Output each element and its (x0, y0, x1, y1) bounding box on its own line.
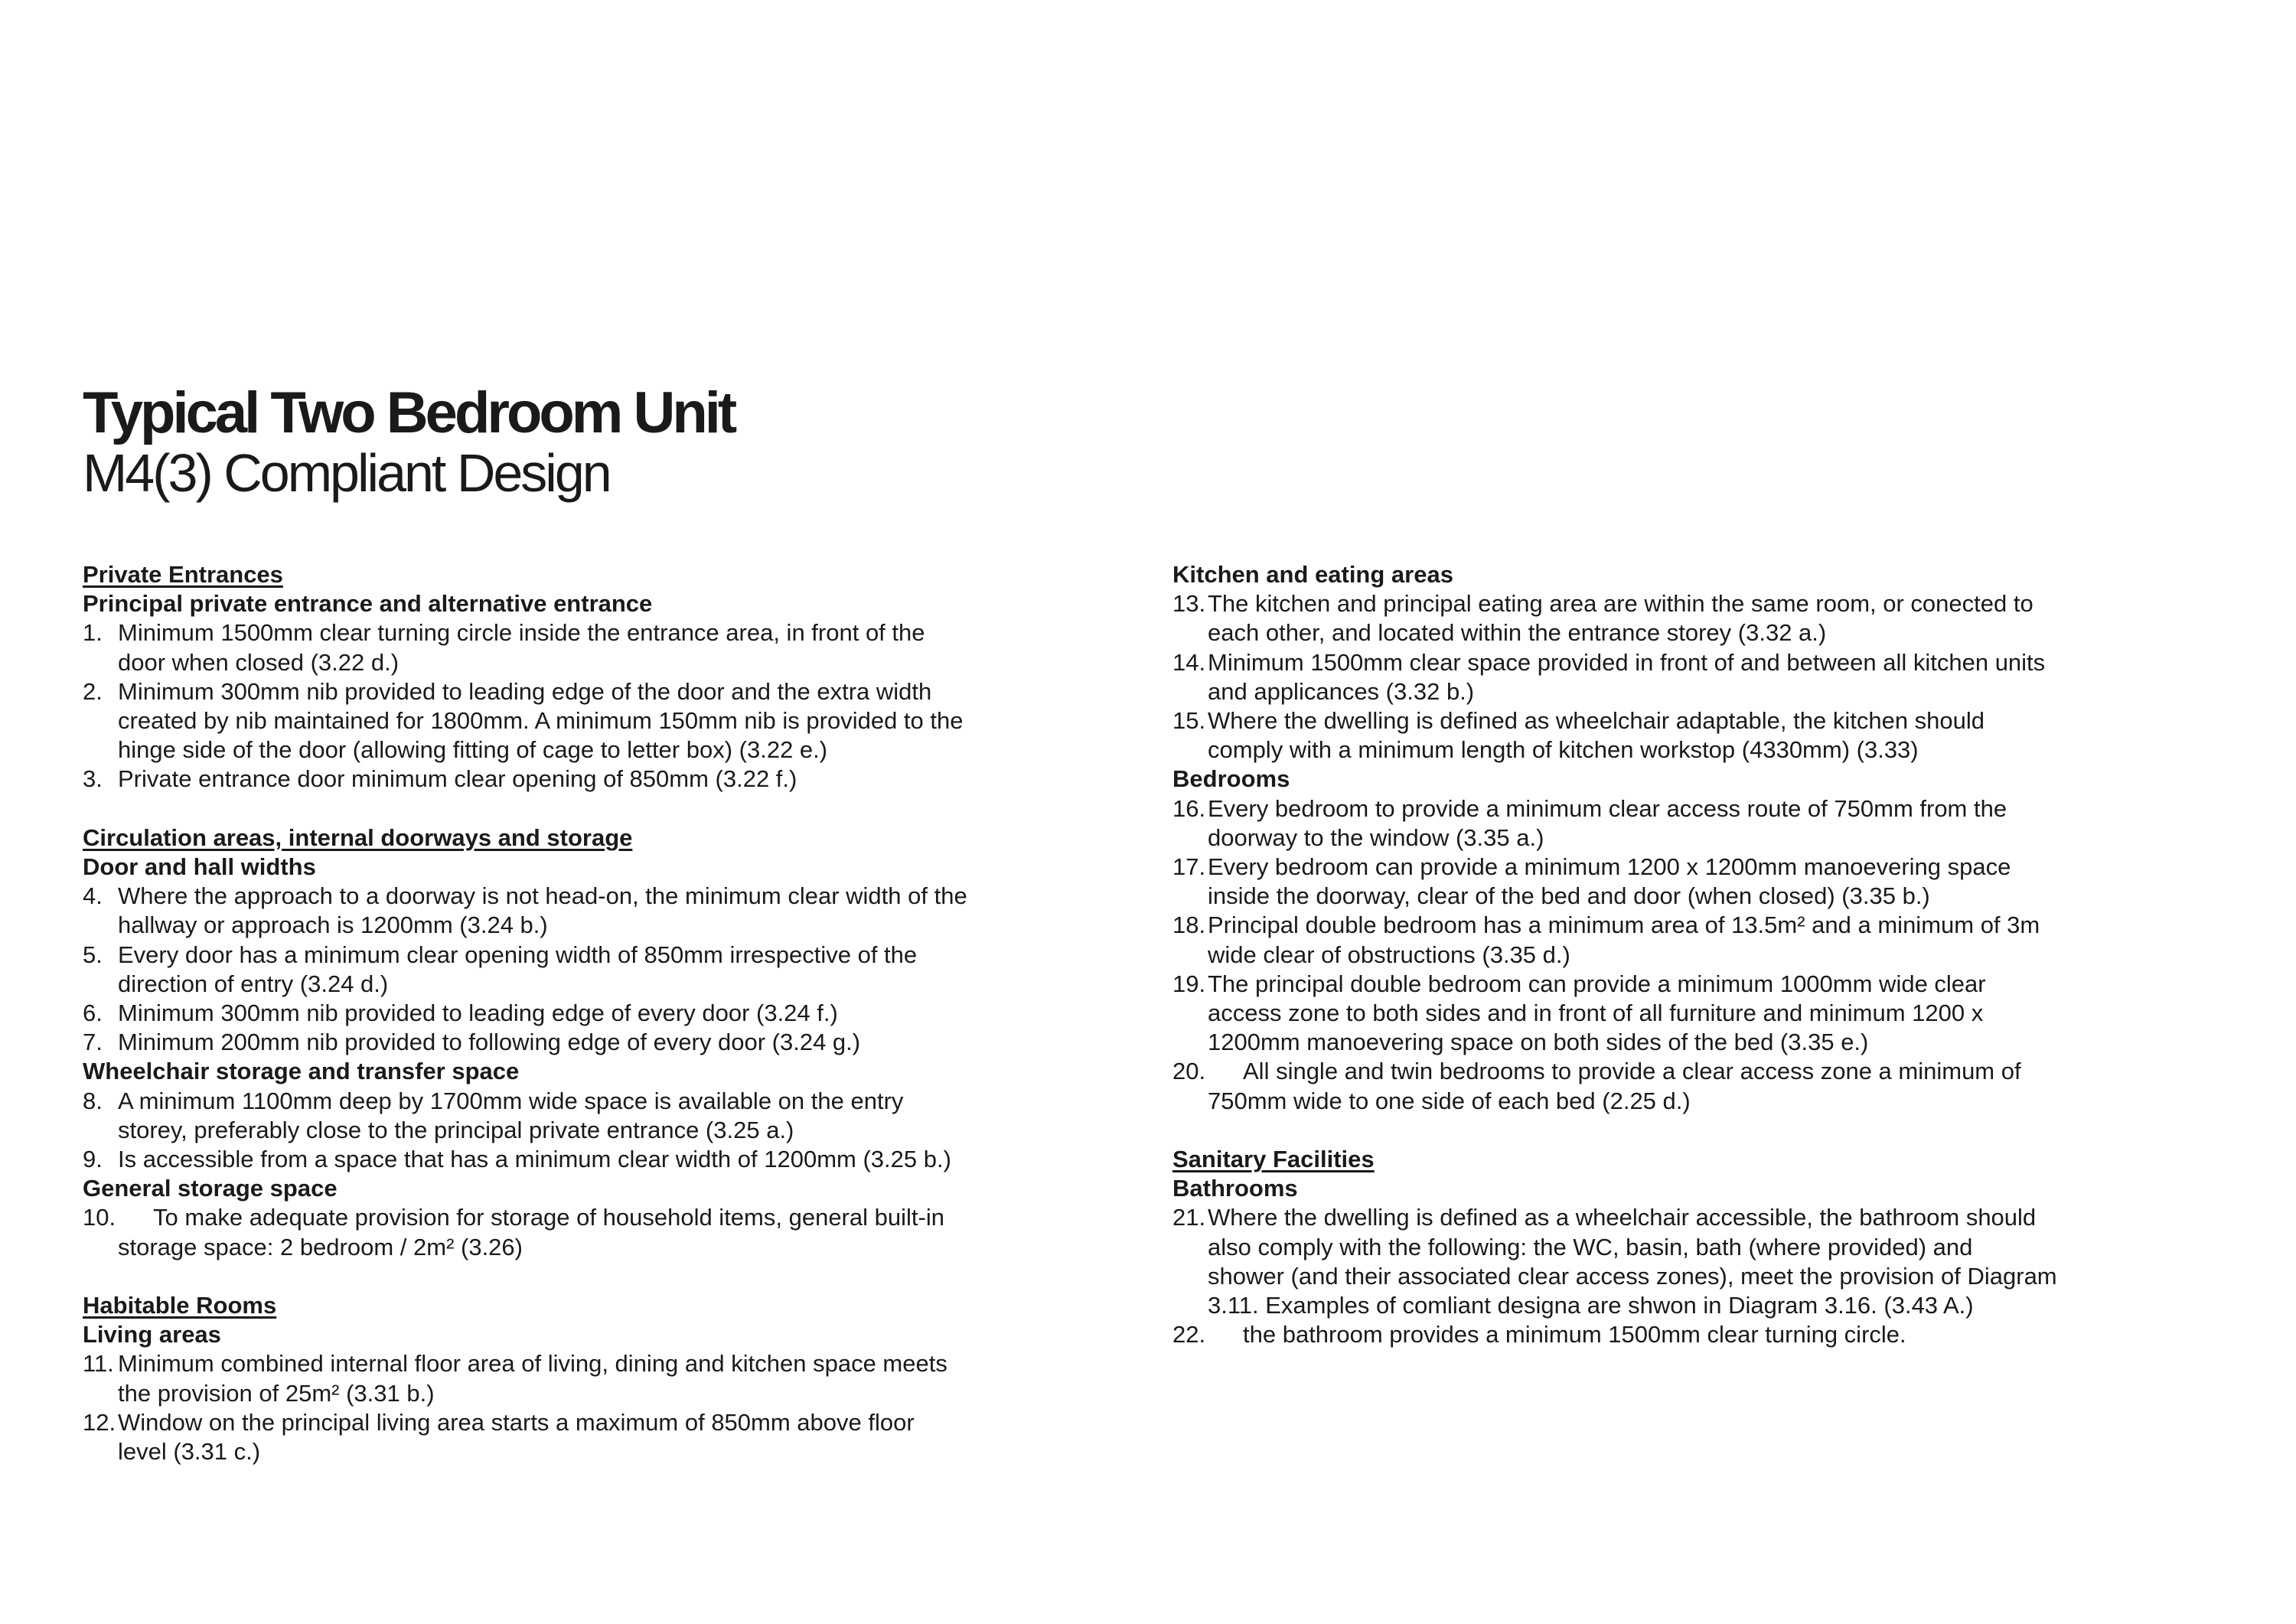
list-item-number: 22. (1172, 1321, 1206, 1348)
list-item-text (1208, 1203, 2114, 1320)
list-item-text (1208, 706, 2114, 765)
list-item (83, 882, 1024, 940)
list-item (1172, 648, 2114, 706)
page-title: Typical Two Bedroom Unit (83, 380, 735, 445)
list-item-number: 20. (1172, 1058, 1206, 1085)
list-item-number: 15. (1172, 707, 1206, 735)
list-item-line: To make adequate provision for storage of household items, general built-in (153, 1204, 944, 1231)
list-item-text (118, 1087, 1024, 1145)
list-item-line: Minimum 300mm nib provided to leading edge of the door and the extra width (118, 677, 932, 705)
list-item-line: hinge side of the door (allowing fitting of cage to letter box) (3.22 e.) (118, 736, 828, 764)
subheading-living-areas: Living areas (83, 1321, 221, 1348)
list-item-text (118, 999, 1024, 1028)
list-item-line: hallway or approach is 1200mm (3.24 b.) (118, 911, 548, 939)
list-item-number: 12. (83, 1408, 116, 1436)
list-item (83, 941, 1024, 999)
list-item-line: storey, preferably close to the principal private entrance (3.25 a.) (118, 1116, 794, 1143)
list-item (1172, 794, 2114, 853)
list-item-number: 21. (1172, 1204, 1206, 1231)
list-item (83, 677, 1024, 765)
list-item-text (1208, 970, 2114, 1058)
list-item (1172, 970, 2114, 1058)
list-item-line: Minimum combined internal floor area of living, dining and kitchen space meets (118, 1350, 947, 1378)
list-item (1172, 706, 2114, 765)
list-item-number: 6. (83, 1000, 103, 1027)
list-item-line: direction of entry (3.24 d.) (118, 970, 389, 997)
list-item (83, 765, 1024, 794)
list-item-line: Private entrance door minimum clear opening of 850mm (3.22 f.) (118, 765, 797, 793)
list-item-line: Window on the principal living area starts a maximum of 850mm above floor (118, 1408, 915, 1436)
list-item-line: doorway to the window (3.35 a.) (1208, 823, 1544, 851)
list-item-number: 17. (1172, 853, 1206, 881)
list-item-line: shower (and their associated clear access zones), meet the provision of Diagram (1208, 1262, 2057, 1290)
list-item-text (118, 1028, 1024, 1057)
subheading-general-storage: General storage space (83, 1175, 338, 1202)
list-item-line: 1200mm manoevering space on both sides of the bed (3.35 e.) (1208, 1029, 1869, 1056)
list-item-line: also comply with the following: the WC, basin, bath (where provided) and (1208, 1233, 1973, 1260)
list-item-number: 13. (1172, 590, 1206, 618)
list-item-line: created by nib maintained for 1800mm. A minimum 150mm nib is provided to the (118, 707, 964, 735)
section-heading-sanitary-facilities: Sanitary Facilities (1172, 1146, 1375, 1173)
list-item-line: door when closed (3.22 d.) (118, 648, 400, 676)
list-item-line: Every door has a minimum clear opening width of 850mm irrespective of the (118, 941, 918, 968)
list-item-line: inside the doorway, clear of the bed and door (when closed) (3.35 b.) (1208, 882, 1930, 910)
list-item-number: 10. (83, 1204, 116, 1231)
list-item-line: storage space: 2 bedroom / 2m² (3.26) (118, 1233, 523, 1260)
list-item-text (118, 765, 1024, 794)
list-item-number: 18. (1172, 911, 1206, 939)
list-item-number: 5. (83, 941, 103, 968)
section-heading-habitable-rooms: Habitable Rooms (83, 1292, 277, 1319)
list-private-entrances (83, 618, 1024, 794)
list-item-line: Every bedroom to provide a minimum clear access route of 750mm from the (1208, 794, 2007, 822)
list-item (1172, 1320, 2114, 1349)
list-item (1172, 911, 2114, 969)
page-subtitle: M4(3) Compliant Design (83, 443, 610, 503)
list-item-line: 750mm wide to one side of each bed (2.25 d.) (1208, 1087, 1691, 1114)
list-item-number: 2. (83, 677, 103, 705)
list-item-number: 19. (1172, 970, 1206, 997)
list-item-line: The kitchen and principal eating area are within the same room, or conected to (1208, 590, 2033, 618)
list-door-hall-widths (83, 882, 1024, 1057)
list-item-line: 3.11. Examples of comliant designa are shwon in Diagram 3.16. (3.43 A.) (1208, 1292, 1974, 1319)
list-bathrooms (1172, 1203, 2114, 1349)
list-item-line: Minimum 1500mm clear turning circle inside the entrance area, in front of the (118, 619, 925, 647)
list-living-areas (83, 1349, 1024, 1466)
list-wheelchair-storage (83, 1087, 1024, 1175)
subheading-kitchen-eating: Kitchen and eating areas (1172, 561, 1453, 588)
list-item (83, 1203, 1024, 1261)
list-item-line: Where the dwelling is defined as wheelchair adaptable, the kitchen should (1208, 707, 1985, 735)
list-item-number: 4. (83, 882, 103, 910)
list-item-text (1208, 1057, 2114, 1115)
list-item-number: 14. (1172, 648, 1206, 676)
list-item-line: Minimum 200mm nib provided to following edge of every door (3.24 g.) (118, 1029, 861, 1056)
list-item (1172, 1203, 2114, 1320)
list-item (1172, 589, 2114, 647)
section-heading-private-entrances: Private Entrances (83, 561, 283, 588)
list-item-text (118, 1408, 1024, 1466)
list-item-line: The principal double bedroom can provide a minimum 1000mm wide clear (1208, 970, 1986, 997)
list-item (83, 1349, 1024, 1407)
subheading-principal-entrance: Principal private entrance and alternative entrance (83, 590, 653, 618)
list-item-line: the bathroom provides a minimum 1500mm clear turning circle. (1243, 1321, 1906, 1348)
list-item-text (118, 1145, 1024, 1174)
title-block (83, 380, 735, 503)
list-item-number: 3. (83, 765, 103, 793)
right-column (1172, 560, 2114, 1349)
list-item-text (118, 618, 1024, 677)
list-kitchen-eating (1172, 589, 2114, 765)
list-item-number: 7. (83, 1029, 103, 1056)
section-heading-circulation: Circulation areas, internal doorways and storage (83, 823, 633, 851)
list-item-line: level (3.31 c.) (118, 1438, 261, 1466)
list-item-text (1208, 648, 2114, 706)
list-item (1172, 1057, 2114, 1115)
list-item-line: Is accessible from a space that has a minimum clear width of 1200mm (3.25 b.) (118, 1146, 951, 1173)
list-item (83, 1408, 1024, 1466)
list-item-line: comply with a minimum length of kitchen workstop (4330mm) (3.33) (1208, 736, 1919, 764)
list-item-text (1208, 589, 2114, 647)
subheading-bathrooms: Bathrooms (1172, 1175, 1298, 1202)
list-item-line: Principal double bedroom has a minimum area of 13.5m² and a minimum of 3m (1208, 911, 2040, 939)
list-item-number: 11. (83, 1350, 114, 1378)
subheading-door-hall-widths: Door and hall widths (83, 853, 316, 881)
list-item-number: 16. (1172, 794, 1206, 822)
subheading-wheelchair-storage: Wheelchair storage and transfer space (83, 1058, 520, 1085)
list-item-line: Where the approach to a doorway is not head-on, the minimum clear width of the (118, 882, 967, 910)
list-item-line: Minimum 1500mm clear space provided in front of and between all kitchen units (1208, 648, 2046, 676)
list-item (1172, 853, 2114, 911)
list-item-line: wide clear of obstructions (3.35 d.) (1208, 941, 1570, 968)
list-item-text (1208, 794, 2114, 853)
list-item-line: each other, and located within the entrance storey (3.32 a.) (1208, 619, 1827, 647)
list-bedrooms (1172, 794, 2114, 1116)
list-item-text (118, 677, 1024, 765)
list-item (83, 1087, 1024, 1145)
list-item-text (1243, 1320, 2114, 1349)
subheading-bedrooms: Bedrooms (1172, 765, 1290, 793)
list-item-text (1208, 911, 2114, 969)
left-column (83, 560, 1024, 1466)
list-item-text (118, 1349, 1024, 1407)
list-item (83, 999, 1024, 1028)
list-general-storage (83, 1203, 1024, 1261)
list-item (83, 1028, 1024, 1057)
list-item-line: All single and twin bedrooms to provide a clear access zone a minimum of (1243, 1058, 2021, 1085)
list-item-number: 9. (83, 1146, 103, 1173)
list-item-text (118, 1203, 1024, 1261)
list-item-text (1208, 853, 2114, 911)
list-item-text (118, 941, 1024, 999)
list-item (83, 1145, 1024, 1174)
list-item-number: 8. (83, 1087, 103, 1114)
list-item-line: A minimum 1100mm deep by 1700mm wide space is available on the entry (118, 1087, 904, 1114)
list-item-line: the provision of 25m² (3.31 b.) (118, 1379, 435, 1407)
list-item-line: Every bedroom can provide a minimum 1200 x 1200mm manoevering space (1208, 853, 2011, 881)
list-item-line: access zone to both sides and in front of all furniture and minimum 1200 x (1208, 1000, 1984, 1027)
list-item (83, 618, 1024, 677)
list-item-number: 1. (83, 619, 103, 647)
list-item-text (118, 882, 1024, 940)
list-item-line: and applicances (3.32 b.) (1208, 677, 1475, 705)
list-item-line: Minimum 300mm nib provided to leading edge of every door (3.24 f.) (118, 1000, 838, 1027)
list-item-line: Where the dwelling is defined as a wheelchair accessible, the bathroom should (1208, 1204, 2037, 1231)
